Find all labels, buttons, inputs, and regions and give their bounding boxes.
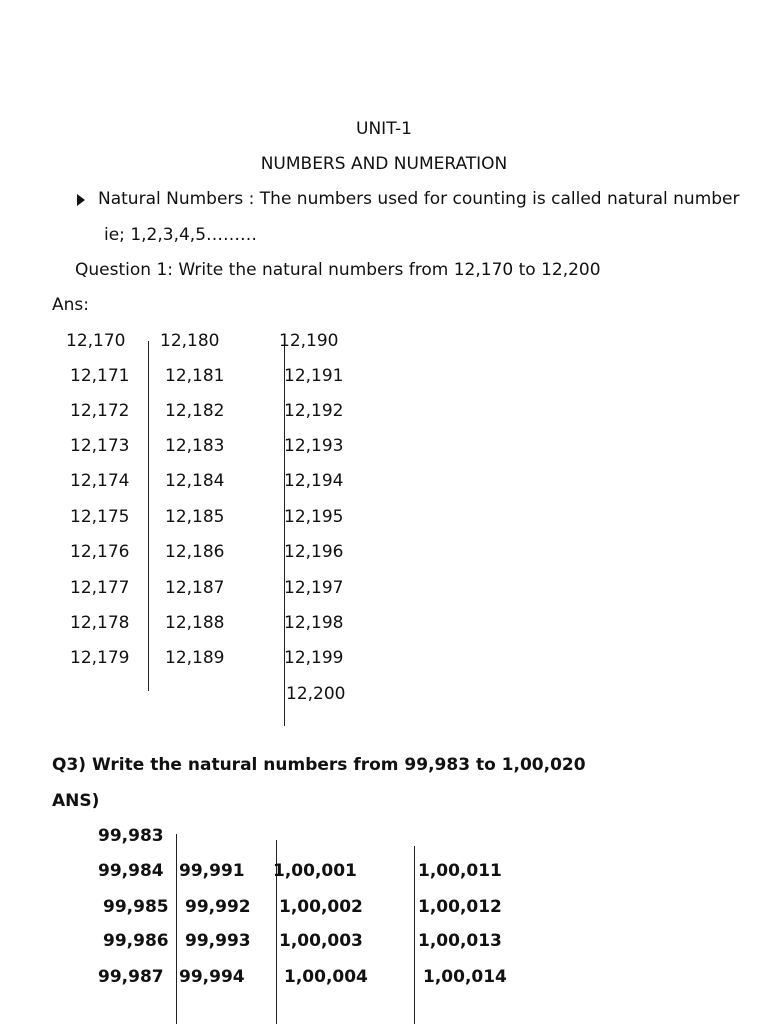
definition-line-2: ie; 1,2,3,4,5……… — [104, 225, 258, 245]
q1-col1-item: 12,173 — [70, 436, 130, 456]
q3-col1-item: 99,986 — [103, 931, 169, 951]
chapter-title: NUMBERS AND NUMERATION — [260, 154, 508, 174]
q3-col1-item: 99,985 — [103, 897, 169, 917]
q1-col2-item: 12,184 — [165, 471, 225, 491]
q1-col3-item: 12,194 — [284, 471, 344, 491]
q1-col1-item: 12,176 — [70, 542, 130, 562]
q1-col2-item: 12,180 — [160, 331, 220, 351]
q3-col2-item: 99,994 — [179, 967, 245, 987]
q1-col2-item: 12,186 — [165, 542, 225, 562]
q1-col3-item: 12,199 — [284, 648, 344, 668]
q3-col4-item: 1,00,011 — [418, 861, 502, 881]
q1-col2-item: 12,189 — [165, 648, 225, 668]
q3-col2-item: 99,991 — [179, 861, 245, 881]
q1-question: Question 1: Write the natural numbers from 12,170 to 12,200 — [75, 260, 601, 280]
q1-col2-item: 12,185 — [165, 507, 225, 527]
unit-heading: UNIT-1 — [356, 119, 412, 139]
q1-col3-item: 12,197 — [284, 578, 344, 598]
q3-col3-item: 1,00,002 — [279, 897, 363, 917]
q3-column-divider — [414, 846, 415, 1024]
q3-col2-item: 99,993 — [185, 931, 251, 951]
q1-col3-item: 12,190 — [279, 331, 339, 351]
q1-col2-item: 12,188 — [165, 613, 225, 633]
q1-col2-item: 12,181 — [165, 366, 225, 386]
q1-column-divider — [148, 341, 149, 691]
q3-col3-item: 1,00,003 — [279, 931, 363, 951]
q1-col1-item: 12,170 — [66, 331, 126, 351]
q1-col2-item: 12,187 — [165, 578, 225, 598]
q3-answer-label: ANS) — [52, 791, 100, 811]
q3-col2-item: 99,992 — [185, 897, 251, 917]
q1-col1-item: 12,172 — [70, 401, 130, 421]
q1-col3-item: 12,191 — [284, 366, 344, 386]
q1-col3-item: 12,196 — [284, 542, 344, 562]
bullet-triangle-icon — [77, 194, 85, 206]
q1-col1-item: 12,178 — [70, 613, 130, 633]
q1-col2-item: 12,182 — [165, 401, 225, 421]
q3-col4-item: 1,00,013 — [418, 931, 502, 951]
q1-col3-item: 12,198 — [284, 613, 344, 633]
q3-col3-item: 1,00,004 — [284, 967, 368, 987]
q1-col3-item: 12,200 — [286, 684, 346, 704]
q3-col3-item: 1,00,001 — [273, 861, 357, 881]
q3-col1-item: 99,987 — [98, 967, 164, 987]
q3-col1-item: 99,983 — [98, 826, 164, 846]
definition-line-1: Natural Numbers : The numbers used for counting is called natural number — [98, 189, 740, 209]
q3-col4-item: 1,00,012 — [418, 897, 502, 917]
q1-col3-item: 12,192 — [284, 401, 344, 421]
q3-column-divider — [176, 834, 177, 1024]
q1-col1-item: 12,171 — [70, 366, 130, 386]
q3-col1-item: 99,984 — [98, 861, 164, 881]
q1-col3-item: 12,193 — [284, 436, 344, 456]
q1-col2-item: 12,183 — [165, 436, 225, 456]
q1-col1-item: 12,175 — [70, 507, 130, 527]
q1-col1-item: 12,179 — [70, 648, 130, 668]
q1-col3-item: 12,195 — [284, 507, 344, 527]
q3-col4-item: 1,00,014 — [423, 967, 507, 987]
q1-col1-item: 12,174 — [70, 471, 130, 491]
q3-question: Q3) Write the natural numbers from 99,983 to 1,00,020 — [52, 755, 586, 775]
q1-col1-item: 12,177 — [70, 578, 130, 598]
q1-answer-label: Ans: — [52, 295, 89, 315]
